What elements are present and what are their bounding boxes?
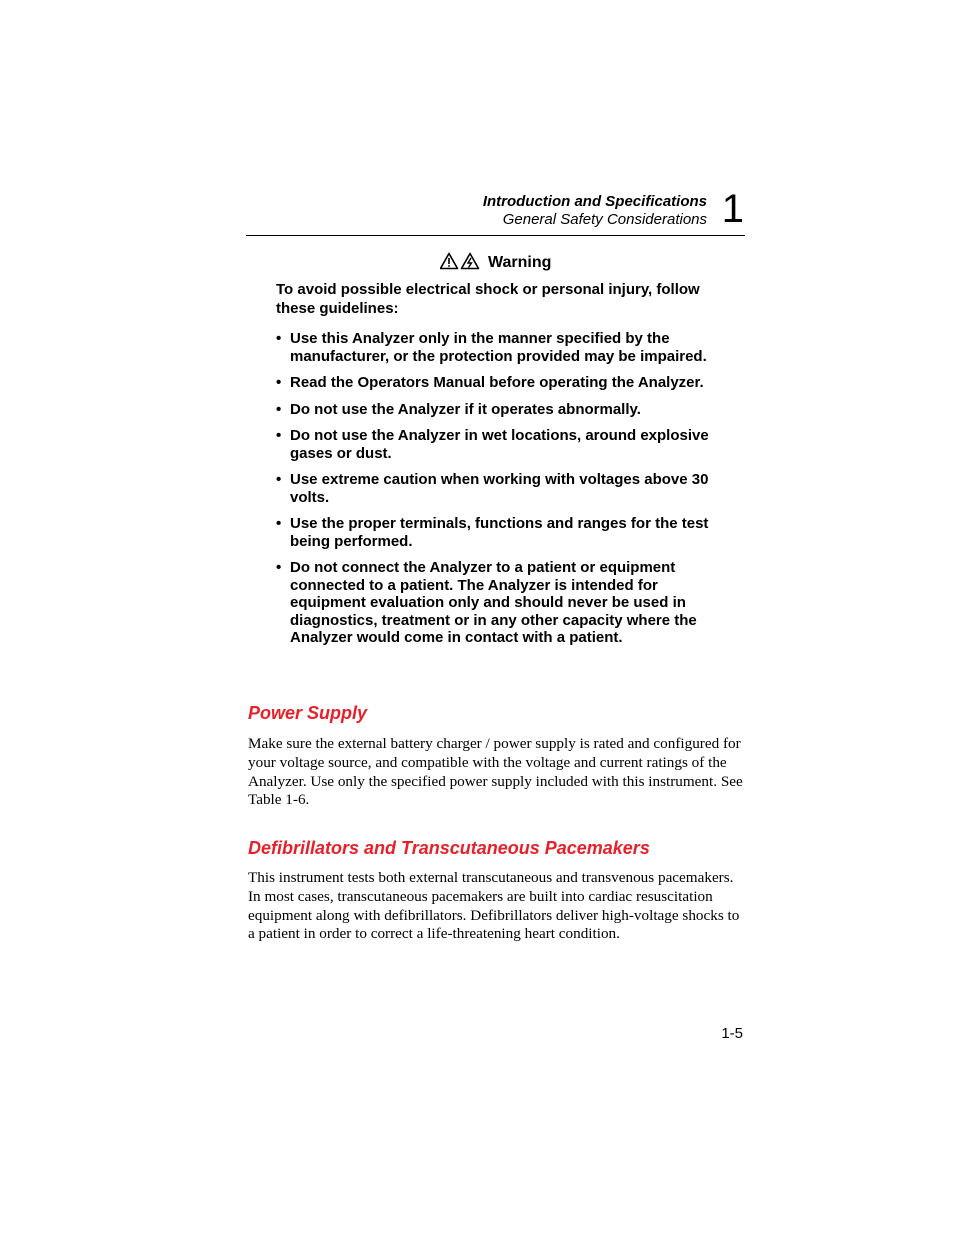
list-item <box>276 374 726 392</box>
warning-intro: To avoid possible electrical shock or personal injury, follow these guidelines: <box>276 281 700 317</box>
header-subtitle: General Safety Considerations <box>502 211 707 228</box>
list-item-text: Do not use the Analyzer in wet locations, around explosive gases or dust. <box>290 427 709 462</box>
header-text <box>483 193 707 229</box>
warning-block <box>276 281 726 656</box>
list-item <box>276 330 726 365</box>
section-title-power-supply: Power Supply <box>248 703 368 723</box>
warning-label: Warning <box>488 254 552 271</box>
list-item-text: Read the Operators Manual before operating the Analyzer. <box>290 374 704 391</box>
list-item-text: Do not use the Analyzer if it operates abnormally. <box>290 400 641 418</box>
list-item-text: Use this Analyzer only in the manner specified by the manufacturer, or the protection provided may be impaired. <box>290 330 707 365</box>
warning-icons <box>440 252 480 276</box>
list-item-text: Use the proper terminals, functions and ranges for the test being performed. <box>290 515 709 550</box>
header-title: Introduction and Specifications <box>482 193 707 210</box>
chapter-number: 1 <box>721 187 744 231</box>
list-item <box>276 471 726 506</box>
page-number: 1-5 <box>721 1025 743 1042</box>
bullet-icon: • <box>276 471 282 488</box>
bullet-icon: • <box>276 400 282 418</box>
warning-triangle-icon <box>440 252 480 270</box>
bullet-icon: • <box>276 330 282 347</box>
list-item-text: Do not connect the Analyzer to a patient or equipment connected to a patient. The Analyzer is intended for equipment evaluation only and should never be used in diagnostics, treatment or in any other capacity where the Analyzer would come in contact with a patient. <box>290 559 697 646</box>
shock-hazard-triangle-icon <box>461 254 478 269</box>
list-item <box>276 559 726 647</box>
section-body-defibrillators: This instrument tests both external transcutaneous and transvenous pacemakers. In most cases, transcutaneous pacemakers are built into cardiac resuscitation equipment along with defibrillators. Defibrillators deliver high-voltage shocks to a patient in order to correct a life-threatening heart condition. <box>248 869 740 943</box>
list-item-text: Use extreme caution when working with voltages above 30 volts. <box>290 471 709 506</box>
bullet-icon: • <box>276 374 282 391</box>
section-title-defibrillators: Defibrillators and Transcutaneous Pacemakers <box>248 838 650 858</box>
section-body-power-supply: Make sure the external battery charger / power supply is rated and configured for your voltage source, and compatible with the voltage and current ratings of the Analyzer. Use only the specified power supply included with this instrument. See Table 1-6. <box>248 735 743 809</box>
warning-heading <box>246 252 745 276</box>
list-item <box>276 427 726 462</box>
warning-bullet-list <box>276 330 726 647</box>
bullet-icon: • <box>276 515 282 532</box>
bullet-icon: • <box>276 427 282 444</box>
list-item <box>276 515 726 550</box>
bullet-icon: • <box>276 559 282 576</box>
running-header <box>246 187 745 236</box>
list-item <box>276 401 726 419</box>
